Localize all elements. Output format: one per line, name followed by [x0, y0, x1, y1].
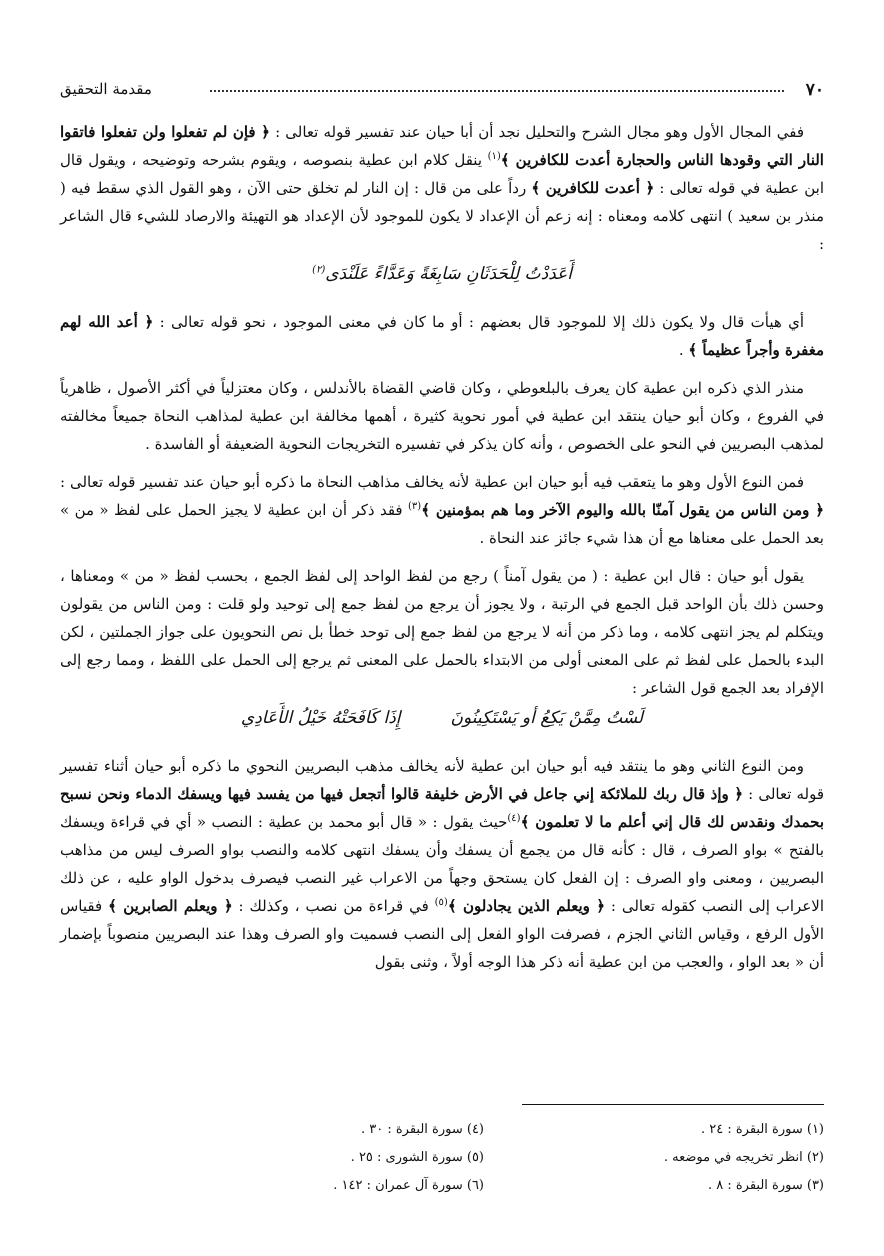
footnote: (٢) انظر تخريجه في موضعه . [663, 1150, 824, 1165]
verse-hemistich-first: لَسْتُ مِمَّنْ يَكِعُ أو يَسْتَكِينُونَ [450, 708, 644, 728]
footnote-ref: (٢) [312, 264, 326, 276]
paragraph-1: ففي المجال الأول وهو مجال الشرح والتحليل نجد أن أبا حيان عند تفسير قوله تعالى : ﴿ فإن لم تفعلوا ولن تفعلوا فاتقوا النار التي وقودها الناس والحجارة أعدت للكافرين ﴾$^{(١)}$ ينقل كلام ابن عطية بنصوصه ، ويقوم بشرحه وتوضيحه ، ويقول قال ابن عطية في قوله تعالى : ﴿ أعدت للكافرين ﴾ رداً على من قال : إن النار لم تخلق حتى الآن ، وهو القول الذي سقط فيه ( منذر بن سعيد ) انتهى كلامه ومعناه : إنه زعم أن الإعداد لا يكون للموجود لأن الإعداد هو التهيئة والارصاد للشيء قال الشاعر : [60, 123, 824, 253]
main-text [60, 118, 824, 984]
paragraph-6: ومن النوع الثاني وهو ما ينتقد فيه أبو حيان ابن عطية لأنه يخالف مذهب البصريين النحوي ما ذكره أبو حيان أثناء تفسير قوله تعالى : ﴿ وإذ قال ربك للملائكة إني جاعل في الأرض خليفة قالوا أتجعل فيها من يفسد فيها ويسفك الدماء ونحن نسبح بحمدك ونقدس لك قال إني أعلم ما لا تعلمون ﴾$^{(٤)}$حيث يقول : « قال أبو محمد بن عطية : النصب « أي في قراءة ويسفك بالفتح » بواو الصرف ، قال : كأنه قال من يجمع أن يسفك وأن يسفك انتهى كلامه والنصب بواو الصرف ليس من مذاهب البصريين ، ومعنى واو الصرف : إن الفعل كان يستحق وجهاً من الاعراب غير النصب فيصرف بدخول الواو عليه ، عن ذلك الاعراب إلى النصب كقوله تعالى : ﴿ ويعلم الذين يجادلون ﴾$^{(٥)}$ في قراءة من نصب ، وكذلك : ﴿ ويعلم الصابرين ﴾ فقياس الأول الرفع ، وقياس الثاني الجزم ، فصرفت الواو الفعل إلى النصب فسميت واو الصرف وهذا عند البصريين منصوباً بإضمار أن « بعد الواو ، والعجب من ابن عطية أنه ذكر هذا الوجه أولاً ، وثنى بقول [60, 757, 825, 971]
paragraph-4: فمن النوع الأول وهو ما يتعقب فيه أبو حيان ابن عطية لأنه يخالف مذاهب النحاة ما ذكره أبو حيان عند تفسير قوله تعالى : ﴿ ومن الناس من يقول آمنّا بالله واليوم الآخر وما هم بمؤمنين ﴾$^{(٣)}$ فقد ذكر أن ابن عطية لا يجيز الحمل على لفظ « من » بعد الحمل على معناها مع أن هذا شيء جائز عند النحاة . [60, 473, 824, 547]
quran-verse: ﴿ فإن لم تفعلوا ولن تفعلوا فاتقوا النار التي وقودها الناس والحجارة أعدت للكافرين ﴾ [60, 123, 824, 169]
footnote: (٤) سورة البقرة : ٣٠ . [360, 1122, 484, 1137]
paragraph-5: يقول أبو حيان : قال ابن عطية : ( من يقول آمناً ) رجع من لفظ الواحد إلى لفظ الجمع ، بحسب لفظ « من » ومعناها ، وحسن ذلك بأن الواحد قبل الجمع في الرتبة ، ولا يجوز أن يرجع من لفظ جمع إلى توحيد ولو قلت : ومن الناس من يقولون ويتكلم لم يجز انتهى كلامه ، وما ذكر من أنه لا يرجع من لفظ جمع إلى توحد خطأ بل نص النحويون على جواز الجملتين ، لكن البدء بالحمل على لفظ ثم على المعنى أولى من الابتداء بالحمل على المعنى ثم يرجع إلى الحمل على اللفظ ، ومما رجع إلى الإفراد بعد الجمع قول الشاعر : [60, 567, 824, 697]
footnote: (١) سورة البقرة : ٢٤ . [700, 1122, 824, 1137]
quran-verse: ﴿ ومن الناس من يقول آمنّا بالله واليوم الآخر وما هم بمؤمنين ﴾ [421, 501, 824, 519]
footnote-column-right [564, 1116, 824, 1200]
footnote-separator [522, 1104, 824, 1105]
footnote: (٦) سورة آل عمران : ١٤٢ . [333, 1178, 484, 1193]
footnote-ref: (٥) [434, 897, 448, 908]
dotted-leader [210, 90, 784, 92]
quran-verse: ﴿ ويعلم الذين يجادلون ﴾ [447, 897, 606, 915]
paragraph-2: أي هيأت قال ولا يكون ذلك إلا للموجود قال بعضهم : أو ما كان في معنى الموجود ، نحو قوله تعالى : ﴿ أعد الله لهم مغفرة وأجراً عظيماً ﴾ . [60, 313, 824, 359]
quran-verse: ﴿ أعدت للكافرين ﴾ [531, 179, 655, 197]
footnote-ref: (٣) [408, 501, 422, 512]
footnote-ref: (١) [487, 151, 501, 162]
page-header [60, 78, 824, 108]
page-number: ٧٠ [805, 80, 824, 100]
footnote: (٥) سورة الشورى : ٢٥ . [350, 1150, 484, 1165]
verse-hemistich-second: إِذَا كَافَحَتْهُ خَيْلُ الأَعَادِي [240, 708, 401, 728]
poetry-verse: أَعَدَدْتُ لِلْحَدَثَانِ سَابِغَةً وَعَدَّاءً عَلَنْدَى$^{(٢)}$ [312, 264, 572, 284]
quran-verse: ﴿ ويعلم الصابرين ﴾ [108, 897, 233, 915]
paragraph-3: منذر الذي ذكره ابن عطية كان يعرف بالبلعوطي ، وكان قاضي القضاة بالأندلس ، وكان معتزلياً في أكثر الأصول ، ظاهرياً في الفروع ، وكان أبو حيان ينتقد ابن عطية في أمور نحوية كثيرة ، أهمها مخالفة ابن عطية لمذاهب النحاة جميعاً مخالفته لمذهب البصريين في النحو على الخصوص ، وأنه كان يذكر في تفسيره التخريجات النحوية الضعيفة أو الفاسدة . [60, 379, 824, 453]
poetry-verse [60, 704, 824, 732]
footnote-column-left [224, 1116, 484, 1200]
quran-verse: ﴿ أعد الله لهم مغفرة وأجراً عظيماً ﴾ [60, 313, 824, 359]
running-title: مقدمة التحقيق [60, 80, 152, 98]
quran-verse: ﴿ وإذ قال ربك للملائكة إني جاعل في الأرض خليفة قالوا أتجعل فيها من يفسد فيها ويسفك الدماء ونحن نسبح بحمدك ونقدس لك قال إني أعلم ما لا تعلمون ﴾ [60, 785, 825, 831]
footnote: (٣) سورة البقرة : ٨ . [707, 1178, 824, 1193]
footnote-ref: (٤) [507, 813, 521, 824]
